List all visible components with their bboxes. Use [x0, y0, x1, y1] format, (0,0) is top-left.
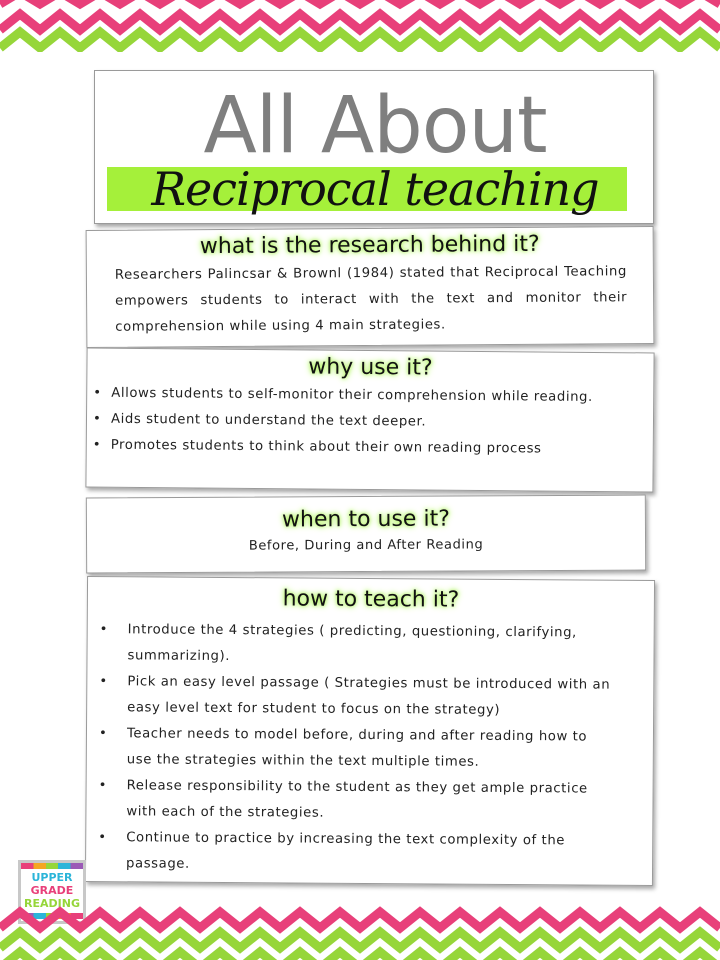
why-list [87, 381, 654, 464]
list-item: • Teacher needs to model before, during and after reading how to use the strategies within the text multiple times. [127, 721, 617, 776]
research-heading: what is the research behind it? [199, 231, 540, 260]
list-item: • Introduce the 4 strategies ( predicting, questioning, clarifying, summarizing). [127, 617, 617, 672]
title-card [94, 70, 654, 224]
logo-line-3: READING [24, 897, 80, 910]
page-subtitle: Reciprocal teaching [151, 162, 599, 216]
page-title: All About [203, 81, 547, 171]
why-card [85, 348, 654, 493]
list-item: • Continue to practice by increasing the text complexity of the passage. [126, 825, 616, 880]
list-item: • Allows students to self-monitor their comprehension while reading. [109, 381, 653, 412]
list-item: • Promotes students to think about their own reading process [109, 433, 653, 464]
list-item: • Release responsibility to the student as they get ample practice with each of the strategies. [126, 773, 616, 828]
when-card [86, 495, 646, 574]
logo-line-2: GRADE [30, 884, 74, 897]
list-item: • Aids student to understand the text deeper. [109, 407, 653, 438]
how-card [85, 576, 655, 886]
list-item: • Pick an easy level passage ( Strategies must be introduced with an easy level text for student to focus on the strategy) [127, 669, 617, 724]
research-card [86, 226, 655, 348]
logo-stripe-top [21, 863, 83, 869]
chevron-border-top [0, 0, 720, 52]
when-text: Before, During and After Reading [248, 537, 484, 554]
how-heading: how to teach it? [282, 586, 460, 613]
research-text: Researchers Palincsar & Brownl (1984) stated that Reciprocal Teaching empowers students to interact with the text and monitor their comprehension while using 4 main strategies. [114, 264, 628, 335]
how-list [86, 617, 654, 881]
chevron-border-bottom [0, 904, 720, 960]
logo-line-1: UPPER [31, 871, 73, 884]
why-heading: why use it? [308, 354, 433, 381]
when-heading: when to use it? [281, 506, 450, 533]
